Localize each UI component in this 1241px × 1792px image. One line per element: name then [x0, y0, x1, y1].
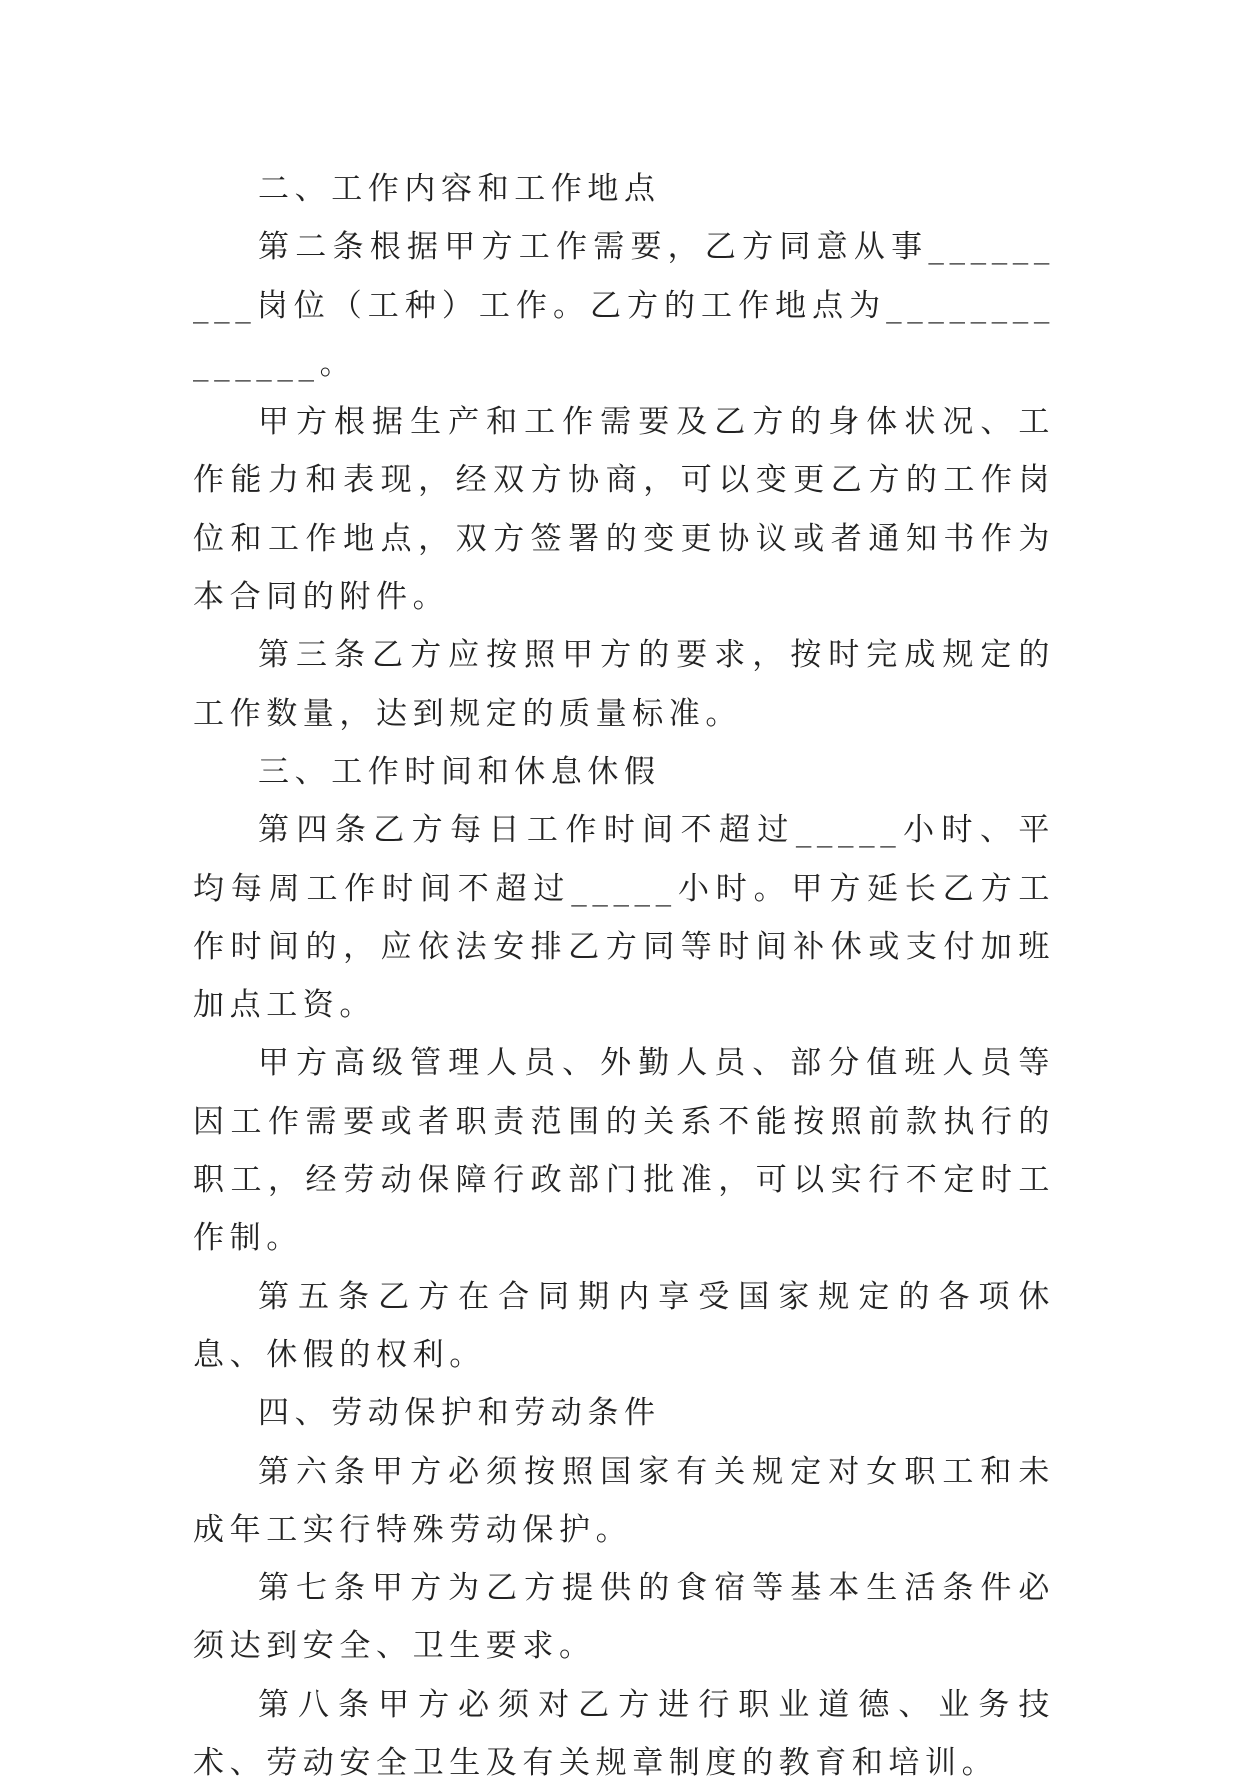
flexible-hours-paragraph: 甲方高级管理人员、外勤人员、部分值班人员等因工作需要或者职责范围的关系不能按照前款执行的职工，经劳动保障行政部门批准，可以实行不定时工作制。 [193, 1045, 1055, 1257]
article-6-paragraph: 第六条甲方必须按照国家有关规定对女职工和未成年工实行特殊劳动保护。 [193, 1453, 1055, 1548]
article-3-paragraph: 第三条乙方应按照甲方的要求，按时完成规定的工作数量，达到规定的质量标准。 [193, 637, 1055, 732]
section-heading-work-content: 二、工作内容和工作地点 [258, 171, 661, 207]
job-change-paragraph: 甲方根据生产和工作需要及乙方的身体状况、工作能力和表现，经双方协商，可以变更乙方的工作岗位和工作地点，双方签署的变更协议或者通知书作为本合同的附件。 [193, 404, 1055, 616]
article-2-paragraph: 第二条根据甲方工作需要，乙方同意从事_________岗位（工种）工作。乙方的工作地点为______________。 [193, 229, 1055, 382]
article-7-paragraph: 第七条甲方为乙方提供的食宿等基本生活条件必须达到安全、卫生要求。 [193, 1570, 1055, 1665]
article-5-paragraph: 第五条乙方在合同期内享受国家规定的各项休息、休假的权利。 [193, 1278, 1055, 1373]
document-body [193, 160, 1055, 1792]
section-heading-work-hours: 三、工作时间和休息休假 [258, 753, 661, 790]
article-4-paragraph: 第四条乙方每日工作时间不超过_____小时、平均每周工作时间不超过_____小时。甲方延长乙方工作时间的，应依法安排乙方同等时间补休或支付加班加点工资。 [193, 812, 1055, 1024]
section-heading-labor-protection: 四、劳动保护和劳动条件 [258, 1395, 661, 1432]
article-8-paragraph: 第八条甲方必须对乙方进行职业道德、业务技术、劳动安全卫生及有关规章制度的教育和培训。 [193, 1686, 1055, 1782]
